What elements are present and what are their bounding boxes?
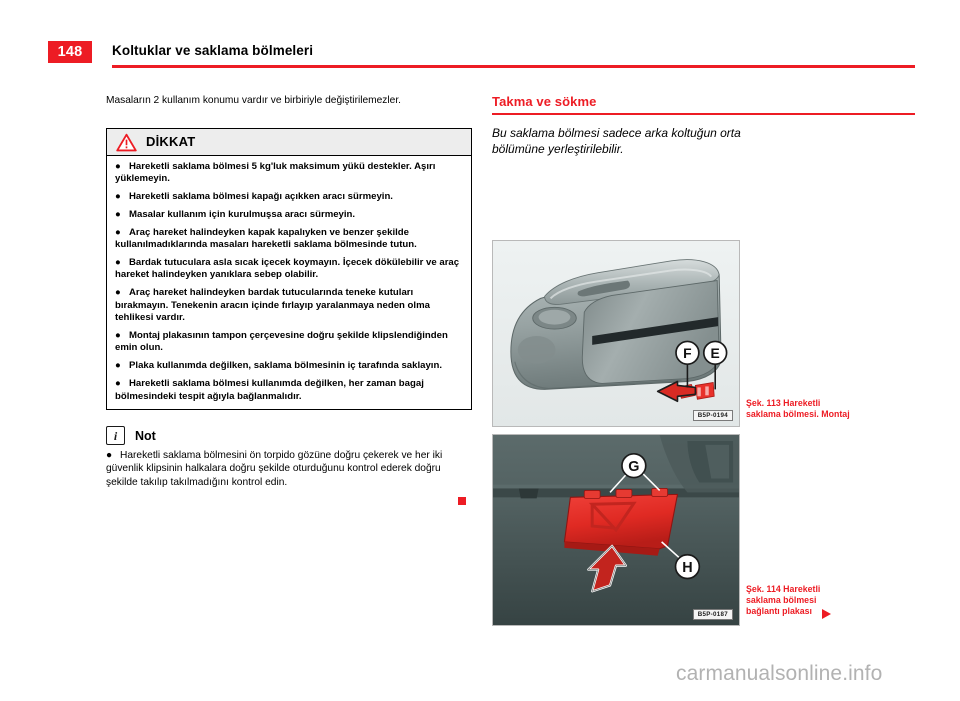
- warning-item: [115, 287, 464, 324]
- page-number-badge: 148: [48, 41, 92, 63]
- info-icon: [106, 426, 125, 445]
- note-header: [106, 426, 474, 445]
- section-heading: Takma ve sökme: [492, 94, 597, 109]
- section-heading-rule: [492, 113, 915, 115]
- svg-text:E: E: [710, 345, 720, 362]
- bullet-glyph: ●: [115, 160, 121, 172]
- bullet-glyph: ●: [115, 208, 121, 220]
- figure-113: [492, 240, 740, 427]
- figure-113-caption: Şek. 113 Hareketli saklama bölmesi. Montaj: [746, 398, 850, 420]
- watermark: carmanualsonline.info: [676, 662, 883, 685]
- figure-113-tag: B5P-0194: [693, 410, 733, 421]
- warning-item-text: Hareketli saklama bölmesi kullanımda değilken, her zaman bagaj bölmesindeki tespit ağıyla bağlanmalıdır.: [115, 378, 424, 402]
- note-title: Not: [135, 428, 156, 443]
- warning-item: [115, 360, 464, 372]
- page-title: Koltuklar ve saklama bölmeleri: [112, 43, 314, 58]
- header-divider-rule: [112, 65, 915, 68]
- warning-item: [115, 227, 464, 252]
- warning-item-text: Araç hareket halindeyken bardak tutucularında teneke kutuları bırakmayın. Tenekenin aracın içinde fırlayıp yaralanmaya neden olma tehlikesi vardır.: [115, 287, 430, 324]
- page-header: [0, 0, 960, 76]
- note-body-text: Hareketli saklama bölmesini ön torpido gözüne doğru çekerek ve her iki güvenlik klipsinin halkalara doğru şekilde oturduğunu kontrol ederek doğru şekilde takılıp takılmadığını kontrol edin.: [106, 450, 443, 488]
- warning-item-text: Araç hareket halindeyken kapak kapalıyken ve benzer şekilde kullanılmadıklarında masaları hareketli saklama bölmesinde tutun.: [115, 226, 417, 251]
- warning-item: [115, 161, 464, 186]
- figure-113-illustration: [493, 241, 739, 426]
- right-column: [492, 94, 915, 618]
- figure-114-tag: B5P-0187: [693, 609, 733, 620]
- warning-triangle-icon: [116, 133, 137, 152]
- note-block: [106, 426, 474, 489]
- warning-item-text: Montaj plakasının tampon çerçevesine doğru şekilde klipslendiğinden emin olun.: [115, 329, 448, 354]
- bullet-glyph: ●: [115, 256, 121, 268]
- warning-item: [115, 191, 464, 203]
- warning-title: DİKKAT: [146, 134, 196, 149]
- section-intro-paragraph: Bu saklama bölmesi sadece arka koltuğun orta bölümüne yerleştirilebilir.: [492, 126, 741, 156]
- warning-item: [115, 257, 464, 282]
- section-end-marker: [458, 497, 466, 505]
- figure-114-caption: Şek. 114 Hareketli saklama bölmesi bağlantı plakası: [746, 584, 821, 617]
- note-text: [106, 449, 474, 489]
- bullet-glyph: ●: [115, 378, 121, 390]
- warning-item-text: Hareketli saklama bölmesi 5 kg'luk maksimum yükü destekler. Aşırı yüklemeyin.: [115, 160, 436, 184]
- svg-text:F: F: [683, 345, 692, 362]
- bullet-glyph: ●: [115, 226, 121, 238]
- svg-text:G: G: [628, 459, 640, 476]
- warning-box-header: [107, 129, 471, 156]
- bullet-glyph: ●: [115, 329, 121, 341]
- warning-item: [115, 378, 464, 403]
- bullet-glyph: ●: [115, 190, 121, 202]
- svg-text:H: H: [682, 560, 693, 577]
- intro-paragraph: Masaların 2 kullanım konumu vardır ve birbiriyle değiştirilemezler.: [106, 95, 401, 106]
- bullet-glyph: ●: [106, 450, 113, 461]
- bullet-glyph: ●: [115, 287, 121, 299]
- warning-item-text: Bardak tutuculara asla sıcak içecek koymayın. İçecek dökülebilir ve araç hareket halindeyken yanıklara sebep olabilir.: [115, 256, 460, 281]
- warning-item: [115, 209, 464, 221]
- warning-item-text: Hareketli saklama bölmesi kapağı açıkken aracı sürmeyin.: [129, 190, 393, 202]
- warning-box: [106, 128, 472, 411]
- bullet-glyph: ●: [115, 360, 121, 372]
- warning-body: [107, 156, 471, 410]
- warning-item: [115, 330, 464, 355]
- warning-item-text: Plaka kullanımda değilken, saklama bölmesinin iç tarafında saklayın.: [129, 360, 442, 372]
- warning-item-text: Masalar kullanım için kurulmuşsa aracı sürmeyin.: [129, 208, 356, 220]
- figure-114: [492, 434, 740, 626]
- figure-114-illustration: [493, 435, 739, 625]
- figure-114-frame: [492, 434, 740, 626]
- info-icon-glyph: i: [113, 428, 118, 443]
- left-column: [106, 94, 474, 489]
- figure-113-frame: [492, 240, 740, 427]
- continuation-arrow-icon: [822, 609, 831, 619]
